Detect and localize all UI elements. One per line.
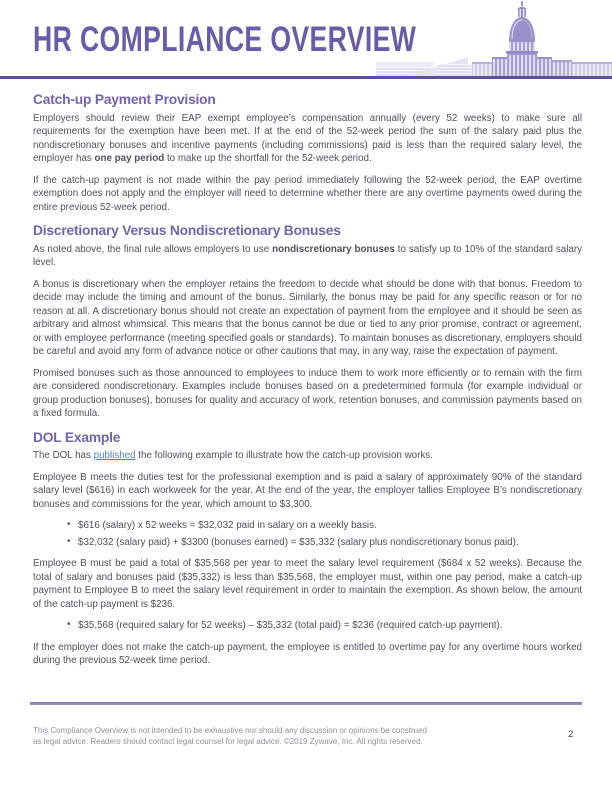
page-number: 2 — [568, 729, 574, 740]
paragraph: If the employer does not make the catch-up payment, the employee is entitled to overtime pay for any overtime hours worked during the previous 52-week time period. — [33, 641, 582, 666]
bullet-item: • $35,568 (required salary for 52 weeks) – $35,332 (total paid) = $236 (required catch-up payment). — [67, 619, 582, 633]
published-link[interactable]: published — [93, 450, 136, 461]
paragraph: Promised bonuses such as those announced to employees to induce them to work more efficiently or to remain with the firm are considered nondiscretionary. Examples include bonuses based on a predetermined formula (for example individual or group production bonuses), bonuses for quality and accuracy of work, retention bonuses, and commission payments based on a fixed formula. — [33, 367, 582, 419]
section-heading: DOL Example — [33, 429, 121, 445]
paragraph: As noted above, the final rule allows employers to use nondiscretionary bonuses to satisfy up to 10% of the standard salary level. — [33, 243, 583, 268]
disclaimer-text — [33, 726, 427, 747]
disclaimer-line: This Compliance Overview is not intended to be exhaustive nor should any discussion or opinions be construed — [33, 726, 427, 735]
section-heading: Catch-up Payment Provision — [33, 92, 216, 107]
document-body — [33, 92, 582, 676]
bullet-item: • $32,032 (salary paid) + $3300 (bonuses earned) = $35,332 (salary plus nondiscretionary bonus paid). — [67, 536, 582, 550]
section-dol-example — [33, 430, 582, 668]
section-catch-up-payment-provision — [33, 92, 582, 214]
paragraph: Employers should review their EAP exempt employee’s compensation annually (every 52 weeks) to make sure all requirements for the exemption have been met. If at the end of the 52-week period the sum of the salary paid plus the nondiscretionary bonuses and incentive payments (including commissions) paid is less than the required salary level, the employer has one pay period to make up the shortfall for the 52-week period. — [33, 112, 582, 164]
paragraph: The DOL has published the following example to illustrate how the catch-up provision works. — [33, 450, 433, 461]
bullet-list — [67, 619, 582, 633]
paragraph: Employee B must be paid a total of $35,568 per year to meet the salary level requirement ($684 x 52 weeks). Because the total of salary and bonuses paid ($35,332) is less than $35,568, the employer must, within one pay period, make a catch-up payment to Employee B to meet the salary level requirement in order to maintain the exemption. As shown below, the amount of the catch-up payment is $236. — [33, 558, 582, 610]
bullet-item: • $616 (salary) x 52 weeks = $32,032 paid in salary on a weekly basis. — [67, 519, 582, 533]
paragraph: Employee B meets the duties test for the professional exemption and is paid a salary of approximately 90% of the standard salary level ($616) in each workweek for the year. At the end of the year, the employer tallies Employee B’s nondiscretionary bonuses and commissions for the year, which amount to $3,300. — [33, 471, 582, 510]
section-discretionary-vs-nondiscretionary-bonuses — [33, 223, 582, 421]
section-heading: Discretionary Versus Nondiscretionary Bonuses — [33, 223, 341, 238]
header-divider — [0, 76, 612, 79]
page-title: HR COMPLIANCE OVERVIEW — [33, 20, 417, 59]
disclaimer-line: as legal advice. Readers should contact legal counsel for legal advice. ©2019 Zywave, Inc. All rights reserved. — [33, 736, 423, 746]
bullet-list — [67, 519, 582, 549]
paragraph: If the catch-up payment is not made within the pay period immediately following the 52-week period, the EAP overtime exemption does not apply and the employer will need to determine whether there are any overtime payments owed during the entire previous 52-week period. — [33, 174, 582, 213]
paragraph: A bonus is discretionary when the employer retains the freedom to decide what should be done with that bonus. Freedom to decide may include the timing and amount of the bonus. Similarly, the bonus may be paid for any specific reason or for no reason at all. A discretionary bonus should not create an expectation of payment from the employee and it should be seen as arbitrary and almost whimsical. This means that the bonus cannot be due or tied to any prior promise, contract or agreement, or with employee performance (meeting specified goals or standards). To maintain bonuses as discretionary, employers should be careful and avoid any form of advance notice or other cautions that may, in any way, raise the expectation of payment. — [33, 278, 582, 357]
footer-divider — [30, 702, 582, 705]
capitol-building-icon — [376, 1, 612, 77]
